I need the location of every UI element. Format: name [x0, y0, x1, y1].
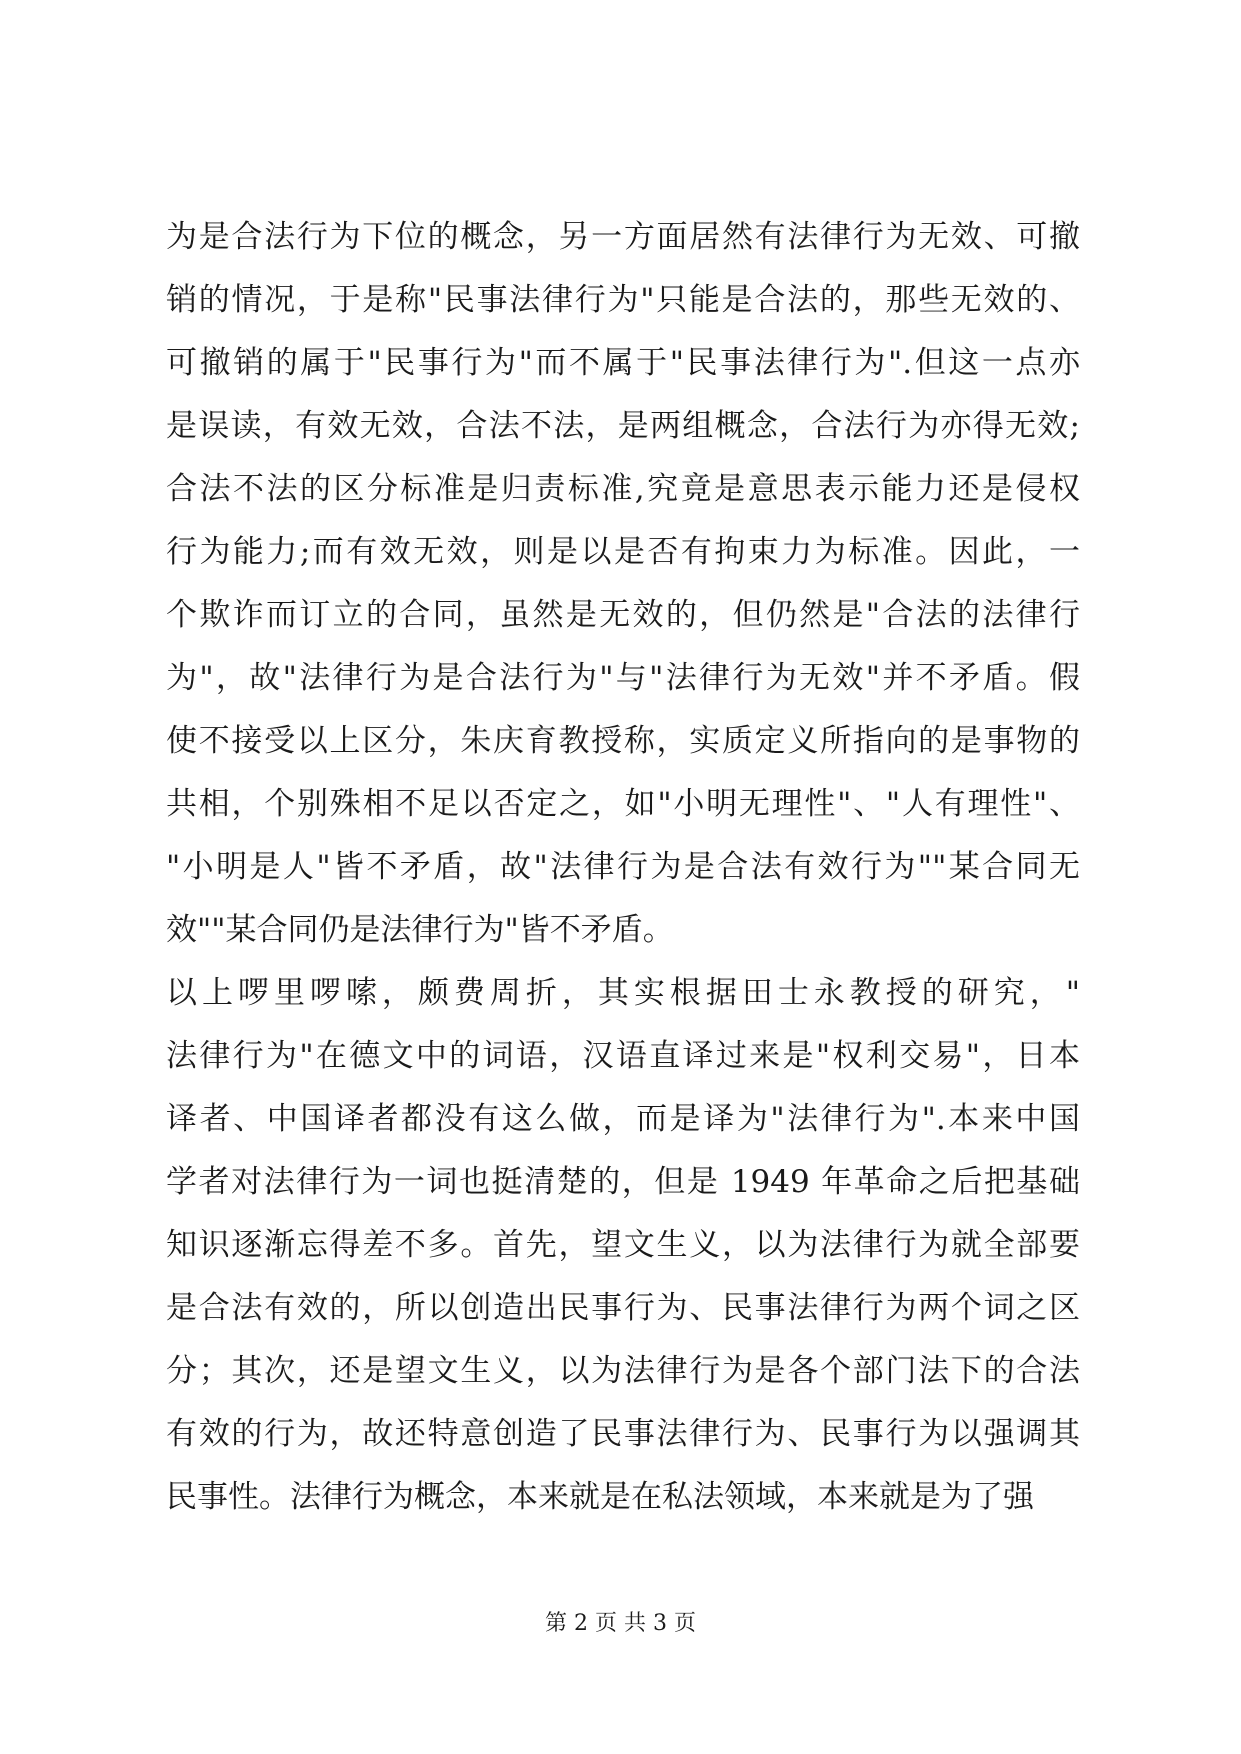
text-line: "小明是人"皆不矛盾，故"法律行为是合法有效行为""某合同无: [166, 849, 1080, 885]
text-line: 销的情况，于是称"民事法律行为"只能是合法的，那些无效的、: [166, 282, 1080, 318]
text-line: 有效的行为，故还特意创造了民事法律行为、民事行为以强调其: [166, 1416, 1080, 1452]
text-line: 知识逐渐忘得差不多。首先，望文生义，以为法律行为就全部要: [166, 1227, 1080, 1263]
text-line: 使不接受以上区分，朱庆育教授称，实质定义所指向的是事物的: [166, 723, 1080, 759]
text-line: 为"，故"法律行为是合法行为"与"法律行为无效"并不矛盾。假: [166, 660, 1080, 696]
text-line: 合法不法的区分标准是归责标准,究竟是意思表示能力还是侵权: [166, 471, 1080, 507]
text-line: 以上啰里啰嗦，颇费周折，其实根据田士永教授的研究，": [166, 975, 1080, 1011]
page-footer: 第 2 页 共 3 页: [545, 1611, 696, 1636]
text-line: 分；其次，还是望文生义，以为法律行为是各个部门法下的合法: [166, 1353, 1080, 1389]
text-line: 是误读，有效无效，合法不法，是两组概念，合法行为亦得无效;: [166, 408, 1080, 444]
text-line: 学者对法律行为一词也挺清楚的，但是 1949 年革命之后把基础: [166, 1164, 1080, 1200]
text-line: 译者、中国译者都没有这么做，而是译为"法律行为".本来中国: [166, 1101, 1080, 1137]
text-line: 共相，个别殊相不足以否定之，如"小明无理性"、"人有理性"、: [166, 786, 1080, 822]
text-line: 法律行为"在德文中的词语，汉语直译过来是"权利交易"，日本: [166, 1038, 1080, 1074]
body-text: [166, 206, 1080, 1529]
text-line: 可撤销的属于"民事行为"而不属于"民事法律行为".但这一点亦: [166, 345, 1080, 381]
text-line: 效""某合同仍是法律行为"皆不矛盾。: [166, 912, 674, 948]
text-line: 是合法有效的，所以创造出民事行为、民事法律行为两个词之区: [166, 1290, 1080, 1326]
text-line: 个欺诈而订立的合同，虽然是无效的，但仍然是"合法的法律行: [166, 597, 1080, 633]
text-line: 民事性。法律行为概念，本来就是在私法领域，本来就是为了强: [166, 1479, 1034, 1515]
text-line: 为是合法行为下位的概念，另一方面居然有法律行为无效、可撤: [166, 219, 1080, 255]
text-line: 行为能力;而有效无效，则是以是否有拘束力为标准。因此，一: [166, 534, 1080, 570]
